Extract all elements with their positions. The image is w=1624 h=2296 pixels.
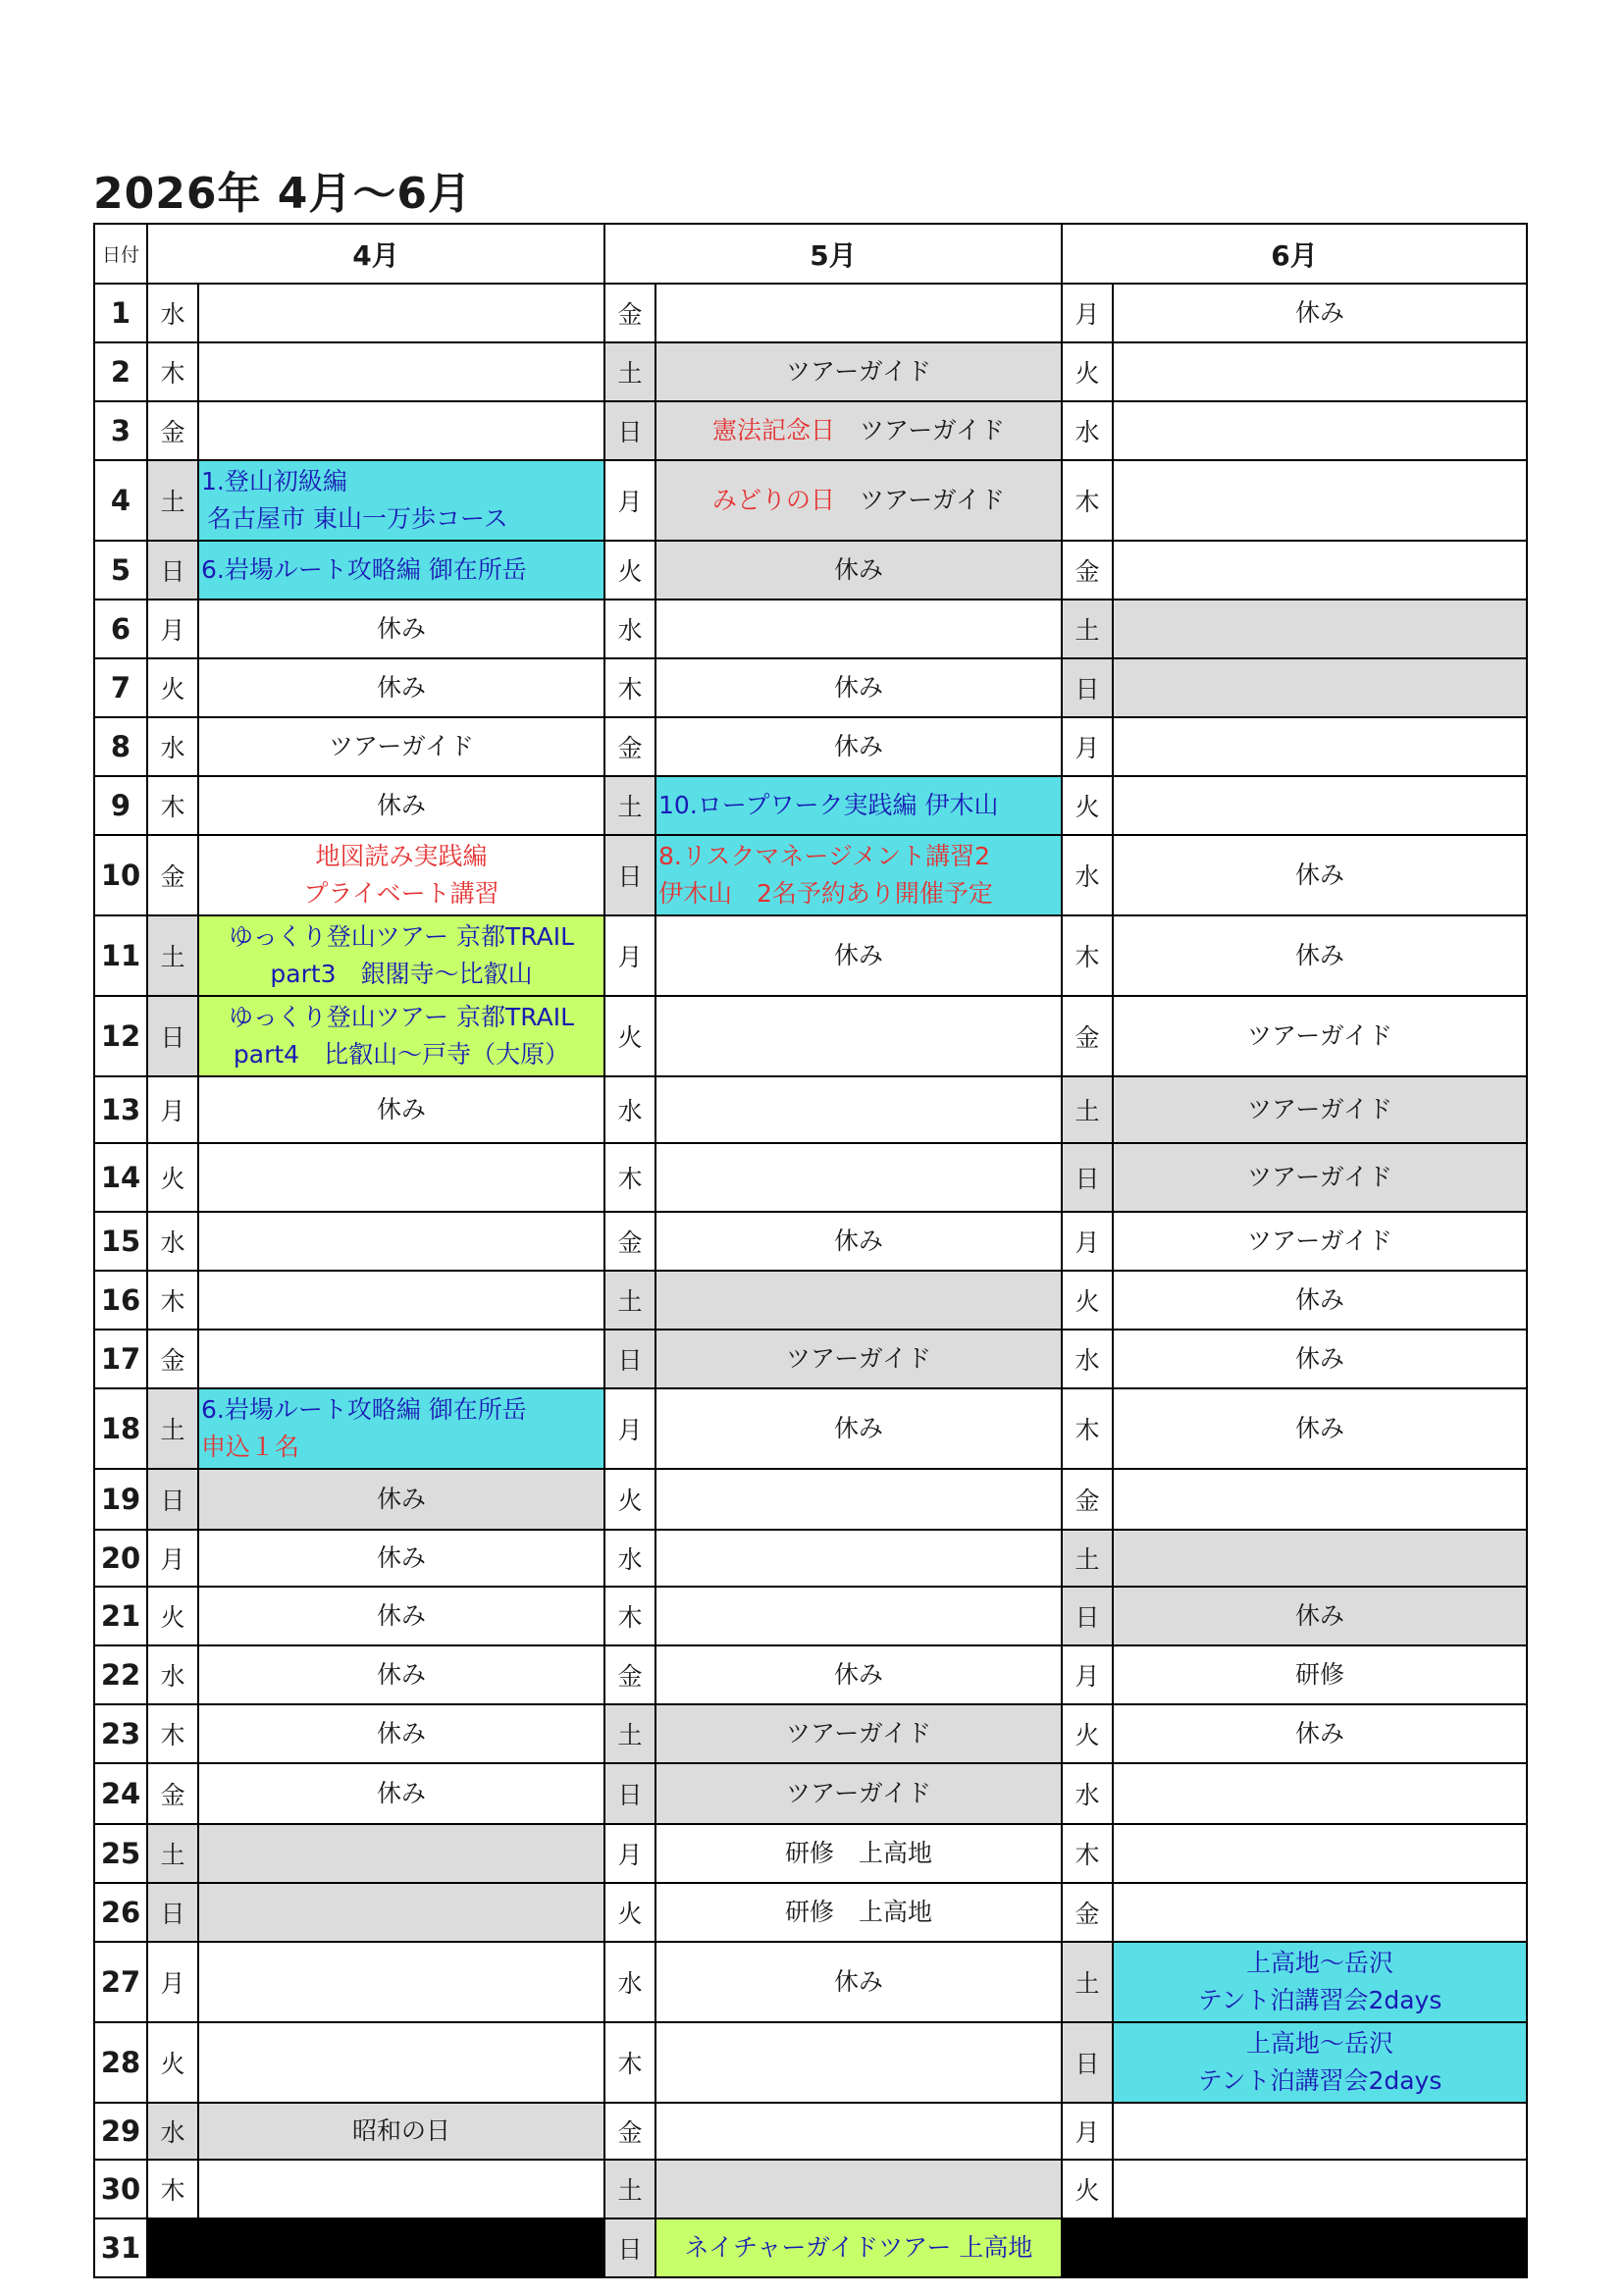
event-cell	[198, 1824, 604, 1883]
event-cell: 休み	[1113, 915, 1527, 996]
event-cell	[655, 1469, 1062, 1530]
event-cell: 休み	[198, 1076, 604, 1143]
event-cell: 休み	[1113, 1704, 1527, 1763]
weekday-cell: 土	[1062, 1942, 1113, 2022]
event-cell	[198, 835, 604, 915]
event-label: ツアーガイド	[860, 486, 1006, 514]
event-cell	[198, 1212, 604, 1271]
weekday-cell: 火	[1062, 1271, 1113, 1330]
event-cell	[655, 2022, 1062, 2103]
weekday-cell: 火	[604, 1469, 655, 1530]
weekday-cell: 日	[604, 401, 655, 460]
table-row	[94, 1143, 1527, 1212]
event-cell	[1113, 600, 1527, 658]
table-row	[94, 2022, 1527, 2103]
event-cell: 休み	[655, 541, 1062, 600]
event-cell	[1113, 717, 1527, 776]
weekday-cell: 金	[604, 2103, 655, 2160]
event-cell: ツアーガイド	[655, 1763, 1062, 1824]
event-line: プライベート講習	[303, 879, 499, 908]
table-row	[94, 1942, 1527, 2022]
event-cell: 休み	[1113, 1330, 1527, 1388]
weekday-cell: 金	[147, 1763, 198, 1824]
weekday-cell: 水	[1062, 1330, 1113, 1388]
event-cell	[198, 1942, 604, 2022]
blocked-cell	[1062, 2218, 1113, 2277]
day-number: 2	[94, 342, 147, 401]
event-cell: 休み	[198, 1763, 604, 1824]
weekday-cell: 水	[604, 1530, 655, 1587]
event-line: 名古屋市 東山一万歩コース	[207, 504, 508, 533]
weekday-cell: 月	[604, 915, 655, 996]
event-label: ツアーガイド	[860, 416, 1006, 444]
weekday-cell: 金	[604, 1212, 655, 1271]
event-cell: ネイチャーガイドツアー 上高地	[655, 2218, 1062, 2277]
weekday-cell: 月	[147, 1942, 198, 2022]
weekday-cell: 月	[604, 1388, 655, 1469]
weekday-cell: 金	[604, 1645, 655, 1704]
weekday-cell: 土	[1062, 600, 1113, 658]
holiday-label: 憲法記念日	[712, 416, 836, 444]
event-cell	[655, 1076, 1062, 1143]
table-row	[94, 1271, 1527, 1330]
day-number: 6	[94, 600, 147, 658]
event-line: part4 比叡山〜戸寺（大原）	[233, 1040, 570, 1069]
header-month-may: 5月	[604, 224, 1062, 284]
weekday-cell: 土	[1062, 1076, 1113, 1143]
blocked-cell	[1113, 2218, 1527, 2277]
event-cell	[655, 1587, 1062, 1645]
weekday-cell: 火	[604, 1883, 655, 1942]
weekday-cell: 日	[1062, 1587, 1113, 1645]
weekday-cell: 木	[1062, 1388, 1113, 1469]
weekday-cell: 火	[1062, 2160, 1113, 2218]
weekday-cell: 月	[147, 1530, 198, 1587]
weekday-cell: 水	[1062, 401, 1113, 460]
event-line: テント泊講習会2days	[1197, 2066, 1442, 2095]
day-number: 13	[94, 1076, 147, 1143]
weekday-cell: 木	[604, 658, 655, 717]
event-cell	[655, 460, 1062, 541]
weekday-cell: 水	[604, 600, 655, 658]
event-cell	[1113, 401, 1527, 460]
table-row	[94, 1587, 1527, 1645]
table-row	[94, 1530, 1527, 1587]
table-row	[94, 600, 1527, 658]
event-line: 上高地〜岳沢	[1246, 1949, 1394, 1977]
weekday-cell: 日	[604, 2218, 655, 2277]
event-cell: 休み	[655, 915, 1062, 996]
day-number: 19	[94, 1469, 147, 1530]
header-month-april: 4月	[147, 224, 604, 284]
day-number: 29	[94, 2103, 147, 2160]
event-cell: 研修 上高地	[655, 1883, 1062, 1942]
event-cell: ツアーガイド	[1113, 1212, 1527, 1271]
weekday-cell: 火	[147, 1587, 198, 1645]
weekday-cell: 土	[604, 1704, 655, 1763]
header-row	[94, 224, 1527, 284]
event-cell	[198, 1388, 604, 1469]
weekday-cell: 日	[1062, 1143, 1113, 1212]
table-row	[94, 996, 1527, 1076]
weekday-cell: 火	[604, 541, 655, 600]
weekday-cell: 日	[604, 1330, 655, 1388]
weekday-cell: 金	[604, 717, 655, 776]
weekday-cell: 月	[604, 1824, 655, 1883]
event-cell	[655, 1271, 1062, 1330]
event-line: part3 銀閣寺〜比叡山	[270, 960, 533, 988]
day-number: 15	[94, 1212, 147, 1271]
event-cell: 研修 上高地	[655, 1824, 1062, 1883]
day-number: 27	[94, 1942, 147, 2022]
day-number: 17	[94, 1330, 147, 1388]
weekday-cell: 木	[604, 1587, 655, 1645]
day-number: 23	[94, 1704, 147, 1763]
event-line: ゆっくり登山ツアー 京都TRAIL	[229, 1003, 574, 1031]
event-line: 地図読み実践編	[315, 842, 488, 870]
event-cell	[655, 2160, 1062, 2218]
event-cell: 休み	[655, 1388, 1062, 1469]
day-number: 1	[94, 284, 147, 342]
table-row	[94, 1704, 1527, 1763]
weekday-cell: 金	[147, 835, 198, 915]
day-number: 30	[94, 2160, 147, 2218]
event-cell	[198, 1883, 604, 1942]
event-cell	[655, 600, 1062, 658]
event-cell: 休み	[1113, 1271, 1527, 1330]
weekday-cell: 月	[604, 460, 655, 541]
table-row	[94, 658, 1527, 717]
event-cell: ツアーガイド	[198, 717, 604, 776]
table-row	[94, 1763, 1527, 1824]
day-number: 11	[94, 915, 147, 996]
weekday-cell: 木	[604, 2022, 655, 2103]
weekday-cell: 水	[147, 1212, 198, 1271]
event-line: 1.登山初級編	[201, 467, 347, 496]
event-cell	[198, 1271, 604, 1330]
weekday-cell: 土	[1062, 1530, 1113, 1587]
header-month-june: 6月	[1062, 224, 1527, 284]
weekday-cell: 金	[1062, 541, 1113, 600]
weekday-cell: 日	[147, 1469, 198, 1530]
day-number: 25	[94, 1824, 147, 1883]
event-cell	[1113, 1469, 1527, 1530]
event-cell: ツアーガイド	[655, 342, 1062, 401]
weekday-cell: 火	[147, 1143, 198, 1212]
weekday-cell: 金	[1062, 1883, 1113, 1942]
event-cell	[198, 284, 604, 342]
weekday-cell: 火	[147, 2022, 198, 2103]
event-cell: 休み	[198, 600, 604, 658]
weekday-cell: 日	[147, 1883, 198, 1942]
weekday-cell: 土	[147, 915, 198, 996]
event-cell	[655, 996, 1062, 1076]
event-cell	[1113, 2103, 1527, 2160]
event-cell	[1113, 2022, 1527, 2103]
weekday-cell: 月	[1062, 1645, 1113, 1704]
weekday-cell: 日	[1062, 658, 1113, 717]
day-number: 8	[94, 717, 147, 776]
weekday-cell: 木	[147, 1704, 198, 1763]
event-cell	[198, 2022, 604, 2103]
day-number: 14	[94, 1143, 147, 1212]
table-row	[94, 1212, 1527, 1271]
event-cell: 休み	[198, 1469, 604, 1530]
day-number: 16	[94, 1271, 147, 1330]
event-cell	[198, 996, 604, 1076]
page-title: 2026年 4月〜6月	[93, 169, 473, 219]
weekday-cell: 日	[147, 541, 198, 600]
weekday-cell: 木	[147, 342, 198, 401]
table-row	[94, 401, 1527, 460]
event-cell	[1113, 658, 1527, 717]
event-cell	[198, 460, 604, 541]
weekday-cell: 土	[604, 776, 655, 835]
weekday-cell: 月	[1062, 1212, 1113, 1271]
table-row	[94, 1469, 1527, 1530]
table-row	[94, 541, 1527, 600]
table-row	[94, 284, 1527, 342]
table-row	[94, 2103, 1527, 2160]
weekday-cell: 金	[147, 401, 198, 460]
event-line: 申込１名	[201, 1433, 300, 1461]
event-cell	[198, 915, 604, 996]
day-number: 9	[94, 776, 147, 835]
day-number: 21	[94, 1587, 147, 1645]
event-cell: ツアーガイド	[1113, 996, 1527, 1076]
weekday-cell: 日	[604, 835, 655, 915]
event-cell: 休み	[655, 1212, 1062, 1271]
weekday-cell: 月	[1062, 2103, 1113, 2160]
day-number: 26	[94, 1883, 147, 1942]
event-cell	[655, 835, 1062, 915]
weekday-cell: 金	[1062, 1469, 1113, 1530]
header-date: 日付	[94, 224, 147, 284]
weekday-cell: 火	[1062, 1704, 1113, 1763]
event-cell: 休み	[655, 1942, 1062, 2022]
table-row	[94, 915, 1527, 996]
event-cell	[655, 1143, 1062, 1212]
day-number: 28	[94, 2022, 147, 2103]
day-number: 20	[94, 1530, 147, 1587]
day-number: 7	[94, 658, 147, 717]
day-number: 18	[94, 1388, 147, 1469]
weekday-cell: 木	[604, 1143, 655, 1212]
weekday-cell: 日	[147, 996, 198, 1076]
event-cell: ツアーガイド	[1113, 1143, 1527, 1212]
table-row	[94, 1330, 1527, 1388]
weekday-cell: 水	[604, 1942, 655, 2022]
day-number: 5	[94, 541, 147, 600]
weekday-cell: 月	[1062, 717, 1113, 776]
weekday-cell: 木	[147, 1271, 198, 1330]
weekday-cell: 水	[147, 284, 198, 342]
event-cell	[655, 1530, 1062, 1587]
blocked-cell	[198, 2218, 604, 2277]
event-cell: 休み	[655, 658, 1062, 717]
day-number: 3	[94, 401, 147, 460]
weekday-cell: 土	[604, 1271, 655, 1330]
table-row	[94, 1645, 1527, 1704]
weekday-cell: 火	[604, 996, 655, 1076]
weekday-cell: 月	[147, 1076, 198, 1143]
event-cell	[198, 1330, 604, 1388]
table-row	[94, 460, 1527, 541]
weekday-cell: 月	[1062, 284, 1113, 342]
weekday-cell: 金	[1062, 996, 1113, 1076]
holiday-label: みどりの日	[712, 486, 836, 514]
schedule-table	[93, 223, 1528, 2278]
event-line: テント泊講習会2days	[1197, 1986, 1442, 2014]
event-cell: 昭和の日	[198, 2103, 604, 2160]
table-row	[94, 717, 1527, 776]
event-cell	[198, 401, 604, 460]
weekday-cell: 木	[147, 2160, 198, 2218]
weekday-cell: 木	[1062, 915, 1113, 996]
event-cell: 休み	[198, 776, 604, 835]
event-cell: 休み	[198, 1530, 604, 1587]
event-cell: 10.ロープワーク実践編 伊木山	[655, 776, 1062, 835]
event-cell: 休み	[198, 658, 604, 717]
table-row	[94, 1076, 1527, 1143]
event-cell: 休み	[1113, 835, 1527, 915]
event-cell	[198, 1143, 604, 1212]
event-cell	[1113, 1942, 1527, 2022]
event-line: ゆっくり登山ツアー 京都TRAIL	[229, 922, 574, 951]
weekday-cell: 水	[147, 717, 198, 776]
weekday-cell: 木	[1062, 1824, 1113, 1883]
weekday-cell: 木	[1062, 460, 1113, 541]
weekday-cell: 水	[147, 1645, 198, 1704]
day-number: 24	[94, 1763, 147, 1824]
event-line: 上高地〜岳沢	[1246, 2029, 1394, 2058]
weekday-cell: 土	[604, 342, 655, 401]
event-cell	[1113, 1824, 1527, 1883]
event-cell	[1113, 1763, 1527, 1824]
table-row	[94, 1388, 1527, 1469]
event-cell: 研修	[1113, 1645, 1527, 1704]
table-row	[94, 342, 1527, 401]
event-cell	[1113, 2160, 1527, 2218]
event-cell	[198, 342, 604, 401]
table-row	[94, 776, 1527, 835]
day-number: 12	[94, 996, 147, 1076]
event-line: 伊木山 2名予約あり開催予定	[658, 879, 993, 908]
weekday-cell: 火	[1062, 342, 1113, 401]
day-number: 10	[94, 835, 147, 915]
event-cell	[1113, 776, 1527, 835]
event-cell	[655, 2103, 1062, 2160]
weekday-cell: 水	[1062, 1763, 1113, 1824]
event-cell	[198, 2160, 604, 2218]
event-cell	[655, 284, 1062, 342]
weekday-cell: 水	[1062, 835, 1113, 915]
day-number: 31	[94, 2218, 147, 2277]
event-cell	[1113, 1530, 1527, 1587]
weekday-cell: 月	[147, 600, 198, 658]
event-cell: ツアーガイド	[1113, 1076, 1527, 1143]
weekday-cell: 金	[604, 284, 655, 342]
weekday-cell: 水	[147, 2103, 198, 2160]
event-cell	[1113, 1883, 1527, 1942]
table-row	[94, 2218, 1527, 2277]
event-line: 8.リスクマネージメント講習2	[658, 842, 991, 870]
event-cell: 6.岩場ルート攻略編 御在所岳	[198, 541, 604, 600]
weekday-cell: 土	[147, 1824, 198, 1883]
weekday-cell: 火	[1062, 776, 1113, 835]
event-cell	[655, 401, 1062, 460]
day-number: 22	[94, 1645, 147, 1704]
weekday-cell: 土	[147, 460, 198, 541]
event-cell	[1113, 342, 1527, 401]
event-cell: 休み	[1113, 1388, 1527, 1469]
event-cell: 休み	[1113, 284, 1527, 342]
event-cell: 休み	[655, 1645, 1062, 1704]
event-cell: 休み	[198, 1645, 604, 1704]
weekday-cell: 土	[147, 1388, 198, 1469]
event-cell: 休み	[1113, 1587, 1527, 1645]
weekday-cell: 土	[604, 2160, 655, 2218]
event-cell: ツアーガイド	[655, 1330, 1062, 1388]
event-cell: ツアーガイド	[655, 1704, 1062, 1763]
weekday-cell: 火	[147, 658, 198, 717]
event-cell: 休み	[198, 1587, 604, 1645]
weekday-cell: 金	[147, 1330, 198, 1388]
table-row	[94, 835, 1527, 915]
weekday-cell: 水	[604, 1076, 655, 1143]
weekday-cell: 木	[147, 776, 198, 835]
event-cell	[1113, 541, 1527, 600]
day-number: 4	[94, 460, 147, 541]
table-row	[94, 1883, 1527, 1942]
table-row	[94, 2160, 1527, 2218]
weekday-cell: 日	[1062, 2022, 1113, 2103]
event-cell	[1113, 460, 1527, 541]
table-row	[94, 1824, 1527, 1883]
blocked-cell	[147, 2218, 198, 2277]
event-cell: 休み	[198, 1704, 604, 1763]
event-cell: 休み	[655, 717, 1062, 776]
weekday-cell: 日	[604, 1763, 655, 1824]
event-line: 6.岩場ルート攻略編 御在所岳	[201, 1395, 527, 1424]
